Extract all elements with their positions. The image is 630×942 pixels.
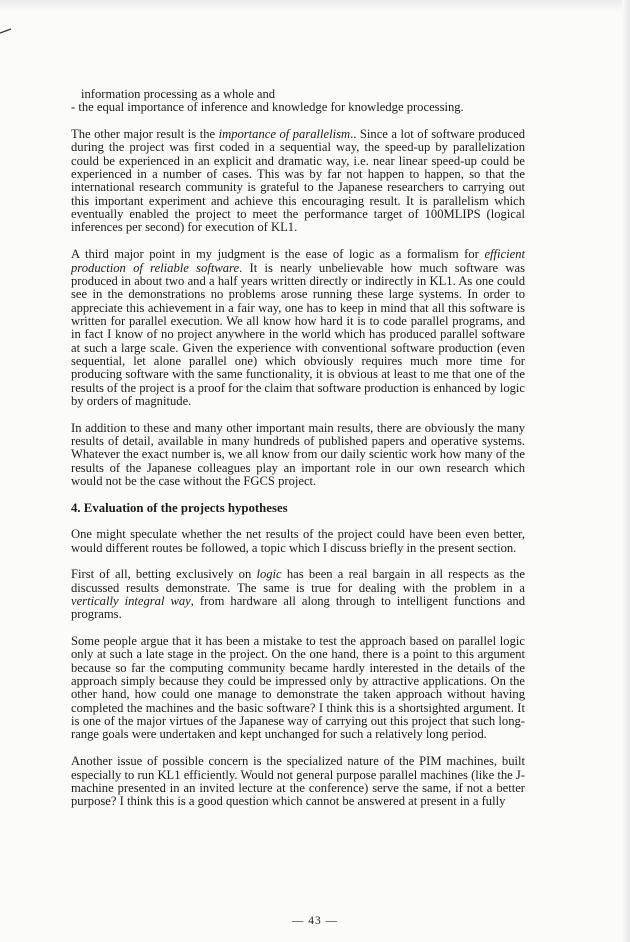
text-run: A third major point in my judgment is the ease of logic as a formalism for [71, 247, 485, 262]
text-run: .. Since a lot of software produced during the project was first coded in a sequential way, the speed-up by parallelization could be experienced in an explicit and dramatic way, i.e. near linear speed-up could be experienced in a number of cases. This was by far not happen to happen, so that the international research community is grateful to the Japanese researchers to carrying out this important experiment and achieve this encouraging result. It is parallelism which eventually enabled the project to meet the performance target of 100MLIPS (logical inferences per second) for execution of KL1. [71, 127, 525, 235]
text-run: First of all, betting exclusively on [71, 567, 257, 582]
scan-mark-icon [0, 28, 12, 34]
text-run: Some people argue that it has been a mistake to test the approach based on parallel logic only at such a late stage in the project. On the one hand, there is a point to this argument because so far the computing community became hardly interested in the details of the approach simply because they could be impressed only by attractive applications. On the other hand, how could one manage to demonstrate the taken approach without having completed the machines and the basic software? I think this is a shortsighted argument. It is one of the major virtues of the Japanese way of carrying out this project that such long-range goals were undertaken and kept unchanged for such a relatively long period. [71, 634, 525, 742]
text-run: . It is nearly unbelievable how much software was produced in about two and a half years written directly or indirectly in KL1. As one could see in the demonstrations no problems arose running these large systems. In order to appreciate this achievement in a fair way, one has to keep in mind that all this software is written for parallel execution. We all know how hard it is to code parallel programs, and in fact I know of no project anywhere in the world which has produced parallel software at such a large scale. Given the experience with conventional software production (even sequential, let alone parallel one) which obviously requires much more time for producing software with the same functionality, it is obvious at least to me that one of the results of the project is a proof for the claim that software production is enhanced by logic by orders of magnitude. [71, 260, 525, 408]
paragraph-software-production [71, 248, 525, 408]
list-line: information processing as a whole and [81, 87, 276, 101]
scan-top-shadow [0, 0, 630, 12]
text-run: , from hardware all along through to intelligent functions and programs. [71, 593, 526, 622]
section-heading: 4. Evaluation of the projects hypotheses [71, 500, 288, 515]
document-page [71, 88, 525, 822]
text-run: has been a real bargain in all respects as the discussed results demonstrate. The same is true for dealing with the problem in a [71, 567, 526, 595]
paragraph-logic-bargain [71, 568, 525, 621]
list-continuation [71, 88, 525, 115]
paragraph-detail-results [71, 422, 525, 489]
text-run: In addition to these and many other important main results, there are obviously the many results of detail, available in many hundreds of published papers and operative systems. Whatever the exact number is, we all know from our daily scientic work how many of the results of the Japanese colleagues play an important role in our own research which would not be the case without the FGCS project. [71, 420, 525, 489]
scan-right-edge [622, 0, 630, 942]
paragraph-parallelism [71, 128, 525, 235]
paragraph-speculation [71, 528, 525, 555]
paragraph-pim-machines [71, 755, 525, 808]
page-number: — 43 — [291, 915, 339, 927]
text-run: The other major result is the [71, 127, 219, 142]
list-line: - the equal importance of inference and knowledge for knowledge processing. [71, 100, 464, 115]
emphasis-text: logic [256, 567, 282, 582]
emphasis-text: efficient production of reliable software [71, 247, 525, 275]
emphasis-text: vertically integral way [71, 593, 191, 608]
emphasis-text: importance of parallelism [218, 127, 351, 142]
paragraph-late-stage [71, 635, 525, 742]
text-run: One might speculate whether the net results of the project could have been even better, would different routes be followed, a topic which I discuss briefly in the present section. [71, 527, 525, 555]
text-run: Another issue of possible concern is the specialized nature of the PIM machines, built especially to run KL1 efficiently. Would not general purpose parallel machines (like the J-machine presented in an invited lecture at the conference) serve the same, if not a better purpose? I think this is a good question which cannot be answered at present in a fully [71, 754, 525, 809]
